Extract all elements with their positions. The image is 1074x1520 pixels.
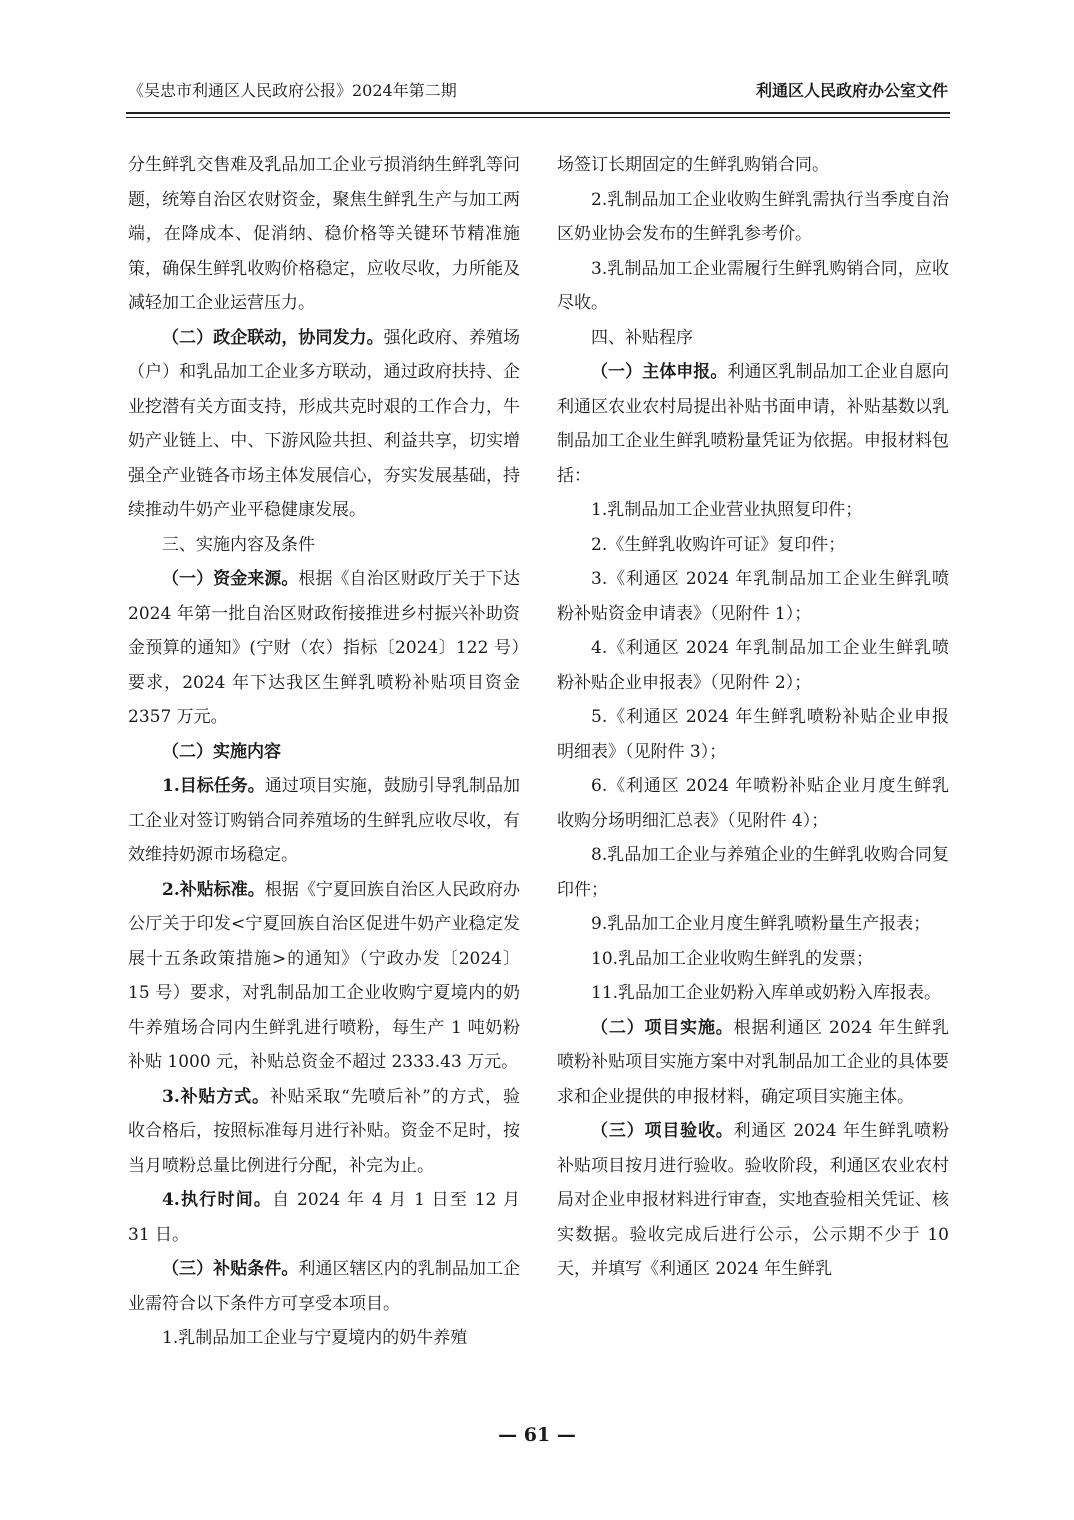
subheading: （三）补贴条件。 bbox=[162, 1259, 299, 1279]
paragraph bbox=[557, 1011, 949, 1115]
paragraph bbox=[128, 769, 520, 873]
paragraph-text: 强化政府、养殖场（户）和乳品加工企业多方联动，通过政府扶持、企业挖潜有关方面支持，形成共克时艰的工作合力，牛奶产业链上、中、下游风险共担、利益共享，切实增强全产业链各市场主体发展信心，夯实发展基础，持续推动牛奶产业平稳健康发展。 bbox=[128, 327, 521, 520]
subheading: （三）项目验收。 bbox=[591, 1121, 734, 1141]
right-column bbox=[557, 148, 949, 1287]
paragraph: 3.乳制品加工企业需履行生鲜乳购销合同，应收尽收。 bbox=[557, 258, 949, 313]
paragraph-text: 补贴采取“先喷后补”的方式，验收合格后，按照标准每月进行补贴。资金不足时，按当月喷粉总量比例进行分配，补完为止。 bbox=[128, 1086, 520, 1176]
paragraph bbox=[128, 873, 520, 1080]
subheading: 3.补贴方式。 bbox=[162, 1086, 270, 1107]
paragraph-text: 根据《自治区财政厅关于下达 2024 年第一批自治区财政衔接推进乡村振兴补助资金预算的通知》(宁财（农）指标〔2024〕122 号）要求，2024 年下达我区生鲜乳喷粉补贴项目资金 2357 万元。 bbox=[128, 569, 521, 727]
subheading: （二）项目实施。 bbox=[591, 1017, 734, 1038]
subheading: （一）资金来源。 bbox=[162, 569, 299, 589]
paragraph bbox=[128, 321, 520, 528]
list-item: 1.乳制品加工企业营业执照复印件； bbox=[591, 500, 863, 520]
paragraph: 2.乳制品加工企业收购生鲜乳需执行当季度自治区奶业协会发布的生鲜乳参考价。 bbox=[557, 189, 949, 244]
paragraph-text: 利通区乳制品加工企业自愿向利通区农业农村局提出补贴书面申请，补贴基数以乳制品加工企业生鲜乳喷粉量凭证为依据。申报材料包括： bbox=[557, 362, 950, 486]
list-item: 4.《利通区 2024 年乳制品加工企业生鲜乳喷粉补贴企业申报表》（见附件 2）； bbox=[557, 638, 949, 693]
subheading: （一）主体申报。 bbox=[591, 362, 728, 382]
list-item: 8.乳品加工企业与养殖企业的生鲜乳收购合同复印件； bbox=[557, 845, 949, 900]
paragraph-text: 通过项目实施，鼓励引导乳制品加工企业对签订购销合同养殖场的生鲜乳应收尽收，有效维持奶源市场稳定。 bbox=[128, 776, 521, 865]
paragraph: 分生鲜乳交售难及乳品加工企业亏损消纳生鲜乳等问题，统筹自治区农财资金，聚焦生鲜乳生产与加工两端，在降成本、促消纳、稳价格等关键环节精准施策，确保生鲜乳收购价格稳定，应收尽收，力所能及减轻加工企业运营压力。 bbox=[128, 155, 520, 313]
page-number: — 61 — bbox=[498, 1424, 576, 1446]
paragraph bbox=[557, 1114, 949, 1287]
paragraph-text: 根据利通区 2024 年生鲜乳喷粉补贴项目实施方案中对乳制品加工企业的具体要求和企业提供的申报材料，确定项目实施主体。 bbox=[557, 1017, 950, 1107]
paragraph: 1.乳制品加工企业与宁夏境内的奶牛养殖 bbox=[162, 1328, 468, 1348]
list-item: 11.乳品加工企业奶粉入库单或奶粉入库报表。 bbox=[591, 983, 942, 1003]
journal-title: 《吴忠市利通区人民政府公报》2024年第二期 bbox=[128, 81, 457, 100]
paragraph-text: 利通区辖区内的乳制品加工企业需符合以下条件方可享受本项目。 bbox=[128, 1259, 521, 1314]
paragraph-text: 利通区 2024 年生鲜乳喷粉补贴项目按月进行验收。验收阶段，利通区农业农村局对企业申报材料进行审查，实地查验相关凭证、核实数据。验收完成后进行公示，公示期不少于 10 天，并填写《利通区 2024 年生鲜乳 bbox=[557, 1121, 950, 1279]
subheading: 1.目标任务。 bbox=[162, 776, 265, 796]
section-heading: 四、补贴程序 bbox=[591, 327, 693, 348]
list-item: 6.《利通区 2024 年喷粉补贴企业月度生鲜乳收购分场明细汇总表》（见附件 4）； bbox=[557, 776, 949, 831]
header-rule-thick bbox=[126, 112, 950, 114]
paragraph bbox=[128, 1183, 520, 1252]
paragraph bbox=[557, 355, 949, 493]
subheading: （二）政企联动，协同发力。 bbox=[162, 327, 384, 348]
paragraph-text: 根据《宁夏回族自治区人民政府办公厅关于印发<宁夏回族自治区促进牛奶产业稳定发展十五条政策措施>的通知》（宁政办发〔2024〕15 号）要求，对乳制品加工企业收购宁夏境内的奶牛养殖场合同内生鲜乳进行喷粉，每生产 1 吨奶粉补贴 1000 元，补贴总资金不超过 2333.43 万元。 bbox=[128, 879, 521, 1072]
paragraph bbox=[128, 1080, 520, 1184]
list-item: 9.乳品加工企业月度生鲜乳喷粉量生产报表； bbox=[591, 914, 931, 934]
list-item: 3.《利通区 2024 年乳制品加工企业生鲜乳喷粉补贴资金申请表》（见附件 1）； bbox=[557, 569, 949, 624]
paragraph bbox=[128, 562, 520, 735]
paragraph bbox=[128, 1252, 520, 1321]
document-source: 利通区人民政府办公室文件 bbox=[755, 81, 948, 100]
page-header bbox=[128, 78, 948, 106]
list-item: 5.《利通区 2024 年生鲜乳喷粉补贴企业申报明细表》（见附件 3）； bbox=[557, 707, 949, 762]
section-heading: 三、实施内容及条件 bbox=[162, 534, 315, 555]
subheading: 2.补贴标准。 bbox=[162, 879, 265, 900]
header-rule-thin bbox=[126, 117, 950, 118]
left-column bbox=[128, 148, 520, 1356]
subheading: （二）实施内容 bbox=[162, 741, 281, 762]
list-item: 10.乳品加工企业收购生鲜乳的发票； bbox=[591, 948, 874, 969]
paragraph: 场签订长期固定的生鲜乳购销合同。 bbox=[557, 155, 829, 175]
subheading: 4.执行时间。 bbox=[162, 1190, 273, 1210]
list-item: 2.《生鲜乳收购许可证》复印件； bbox=[591, 534, 846, 555]
paragraph-text: 自 2024 年 4 月 1 日至 12 月 31 日。 bbox=[128, 1190, 520, 1245]
